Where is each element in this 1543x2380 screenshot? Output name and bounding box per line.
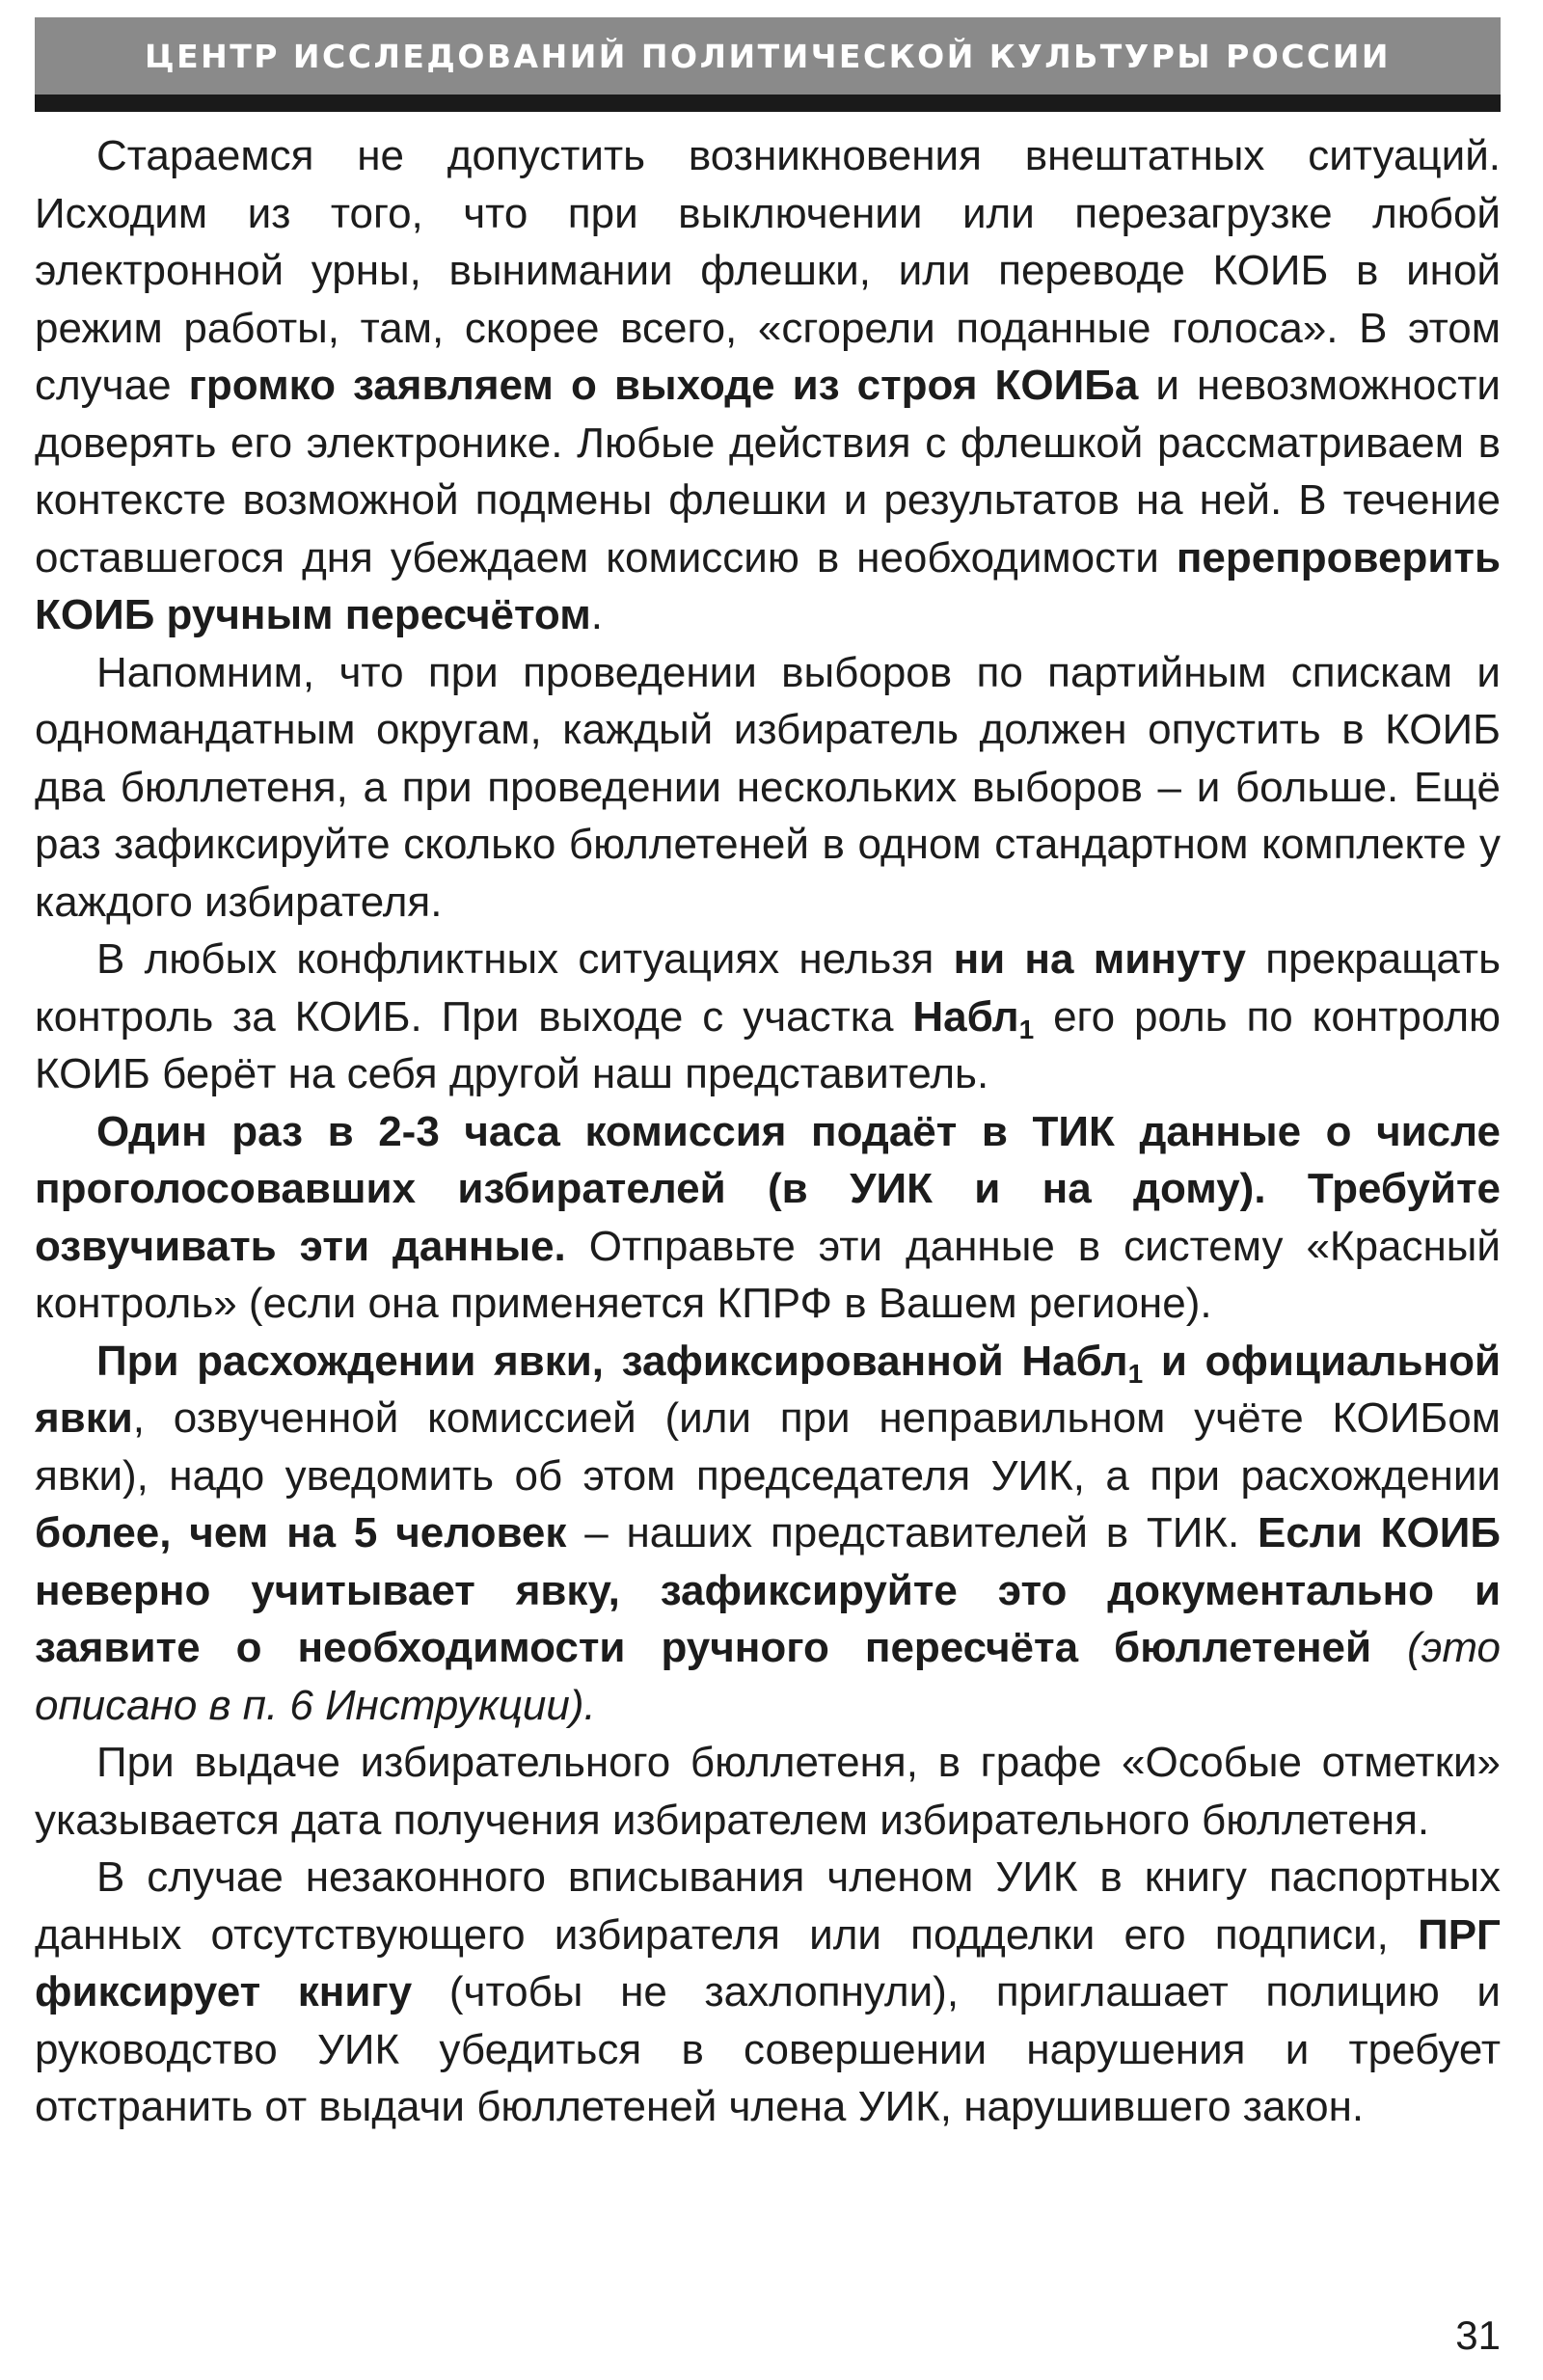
text: (чтобы не захлопнули), приглашает полицию и руководство УИК убедиться в совершении нарушения и требует отстранить от выдачи бюллетеней члена УИК, нарушившего закон. <box>35 1968 1501 2130</box>
emphasis: Если КОИБ неверно учитывает явку, зафиксируйте это документально и заявите о необходимости ручного пересчёта бюллетеней <box>35 1509 1501 1671</box>
paragraph-turnout-reporting <box>35 1103 1501 1333</box>
text: – наших представителей в ТИК. <box>566 1509 1259 1556</box>
paragraph-illegal-entry <box>35 1849 1501 2136</box>
emphasis: Один раз в 2-3 часа комиссия подаёт в ТИК данные о числе проголосовавших избирателей (в УИК и на дому). Требуйте озвучивать эти данные. <box>35 1107 1501 1270</box>
text: Отправьте эти данные в систему «Красный контроль» (если она применяется КПРФ в Вашем регионе). <box>35 1222 1502 1327</box>
text: В случае незаконного вписывания членом УИК в книгу паспортных данных отсутствующего избирателя или подделки его подписи, <box>35 1853 1501 1959</box>
subscript: 1 <box>1018 1014 1035 1044</box>
emphasis: При расхождении явки, зафиксированной Набл <box>96 1337 1128 1385</box>
italic-note: (это описано в п. 6 Инструкции). <box>35 1624 1501 1729</box>
subscript: 1 <box>1127 1358 1144 1389</box>
running-header <box>35 17 1501 95</box>
emphasis: более, чем на 5 человек <box>35 1509 567 1556</box>
emphasis: ПРГ фиксирует книгу <box>35 1910 1501 2015</box>
paragraph-ballot-count <box>35 644 1501 932</box>
emphasis: ни на минуту <box>953 935 1247 983</box>
paragraph-special-marks <box>35 1734 1501 1849</box>
text: и невозможности доверять его электронике. Любые действия с флешкой рассматриваем в контексте возможной подмены флешки и результатов на ней. В течение оставшегося дня убеждаем комиссию в необходимости <box>35 362 1501 581</box>
text: В любых конфликтных ситуациях нельзя <box>96 935 954 983</box>
text: Стараемся не допустить возникновения внештатных ситуаций. Исходим из того, что при выключении или перезагрузке любой электронной урны, вынимании флешки, или переводе КОИБ в иной режим работы, там, скорее всего, «сгорели поданные голоса». В этом случае <box>35 132 1501 409</box>
emphasis: Набл <box>912 992 1019 1041</box>
text: прекращать контроль за КОИБ. При выходе с участка <box>35 935 1501 1041</box>
text: Напомним, что при проведении выборов по партийным спискам и одномандатным округам, каждый избиратель должен опустить в КОИБ два бюллетеня, а при проведении нескольких выборов – и больше. Ещё раз зафиксируйте сколько бюллетеней в одном стандартном комплекте у каждого избирателя. <box>35 648 1501 926</box>
text: . <box>590 591 604 638</box>
text: При выдаче избирательного бюллетеня, в графе «Особые отметки» указывается дата получения избирателем избирательного бюллетеня. <box>35 1739 1501 1844</box>
emphasis: громко заявляем о выходе из строя КОИБа <box>188 362 1139 409</box>
text <box>1371 1624 1407 1671</box>
paragraph-turnout-discrepancy <box>35 1333 1501 1735</box>
page-number: 31 <box>1455 2312 1501 2358</box>
emphasis: перепроверить КОИБ ручным пересчётом <box>35 533 1501 638</box>
text: , озвученной комиссией (или при неправильном учёте КОИБом явки), надо уведомить об этом председателя УИК, а при расхождении <box>35 1394 1501 1500</box>
paragraph-conflict-control <box>35 931 1501 1103</box>
header-title: ЦЕНТР ИССЛЕДОВАНИЙ ПОЛИТИЧЕСКОЙ КУЛЬТУРЫ РОССИИ <box>144 37 1392 75</box>
paragraph-koib-failure <box>35 127 1501 644</box>
page-body <box>35 127 1501 2136</box>
header-rule <box>35 95 1501 112</box>
emphasis: и официальной явки <box>35 1337 1501 1442</box>
text: его роль по контролю КОИБ берёт на себя другой наш представитель. <box>35 992 1501 1097</box>
